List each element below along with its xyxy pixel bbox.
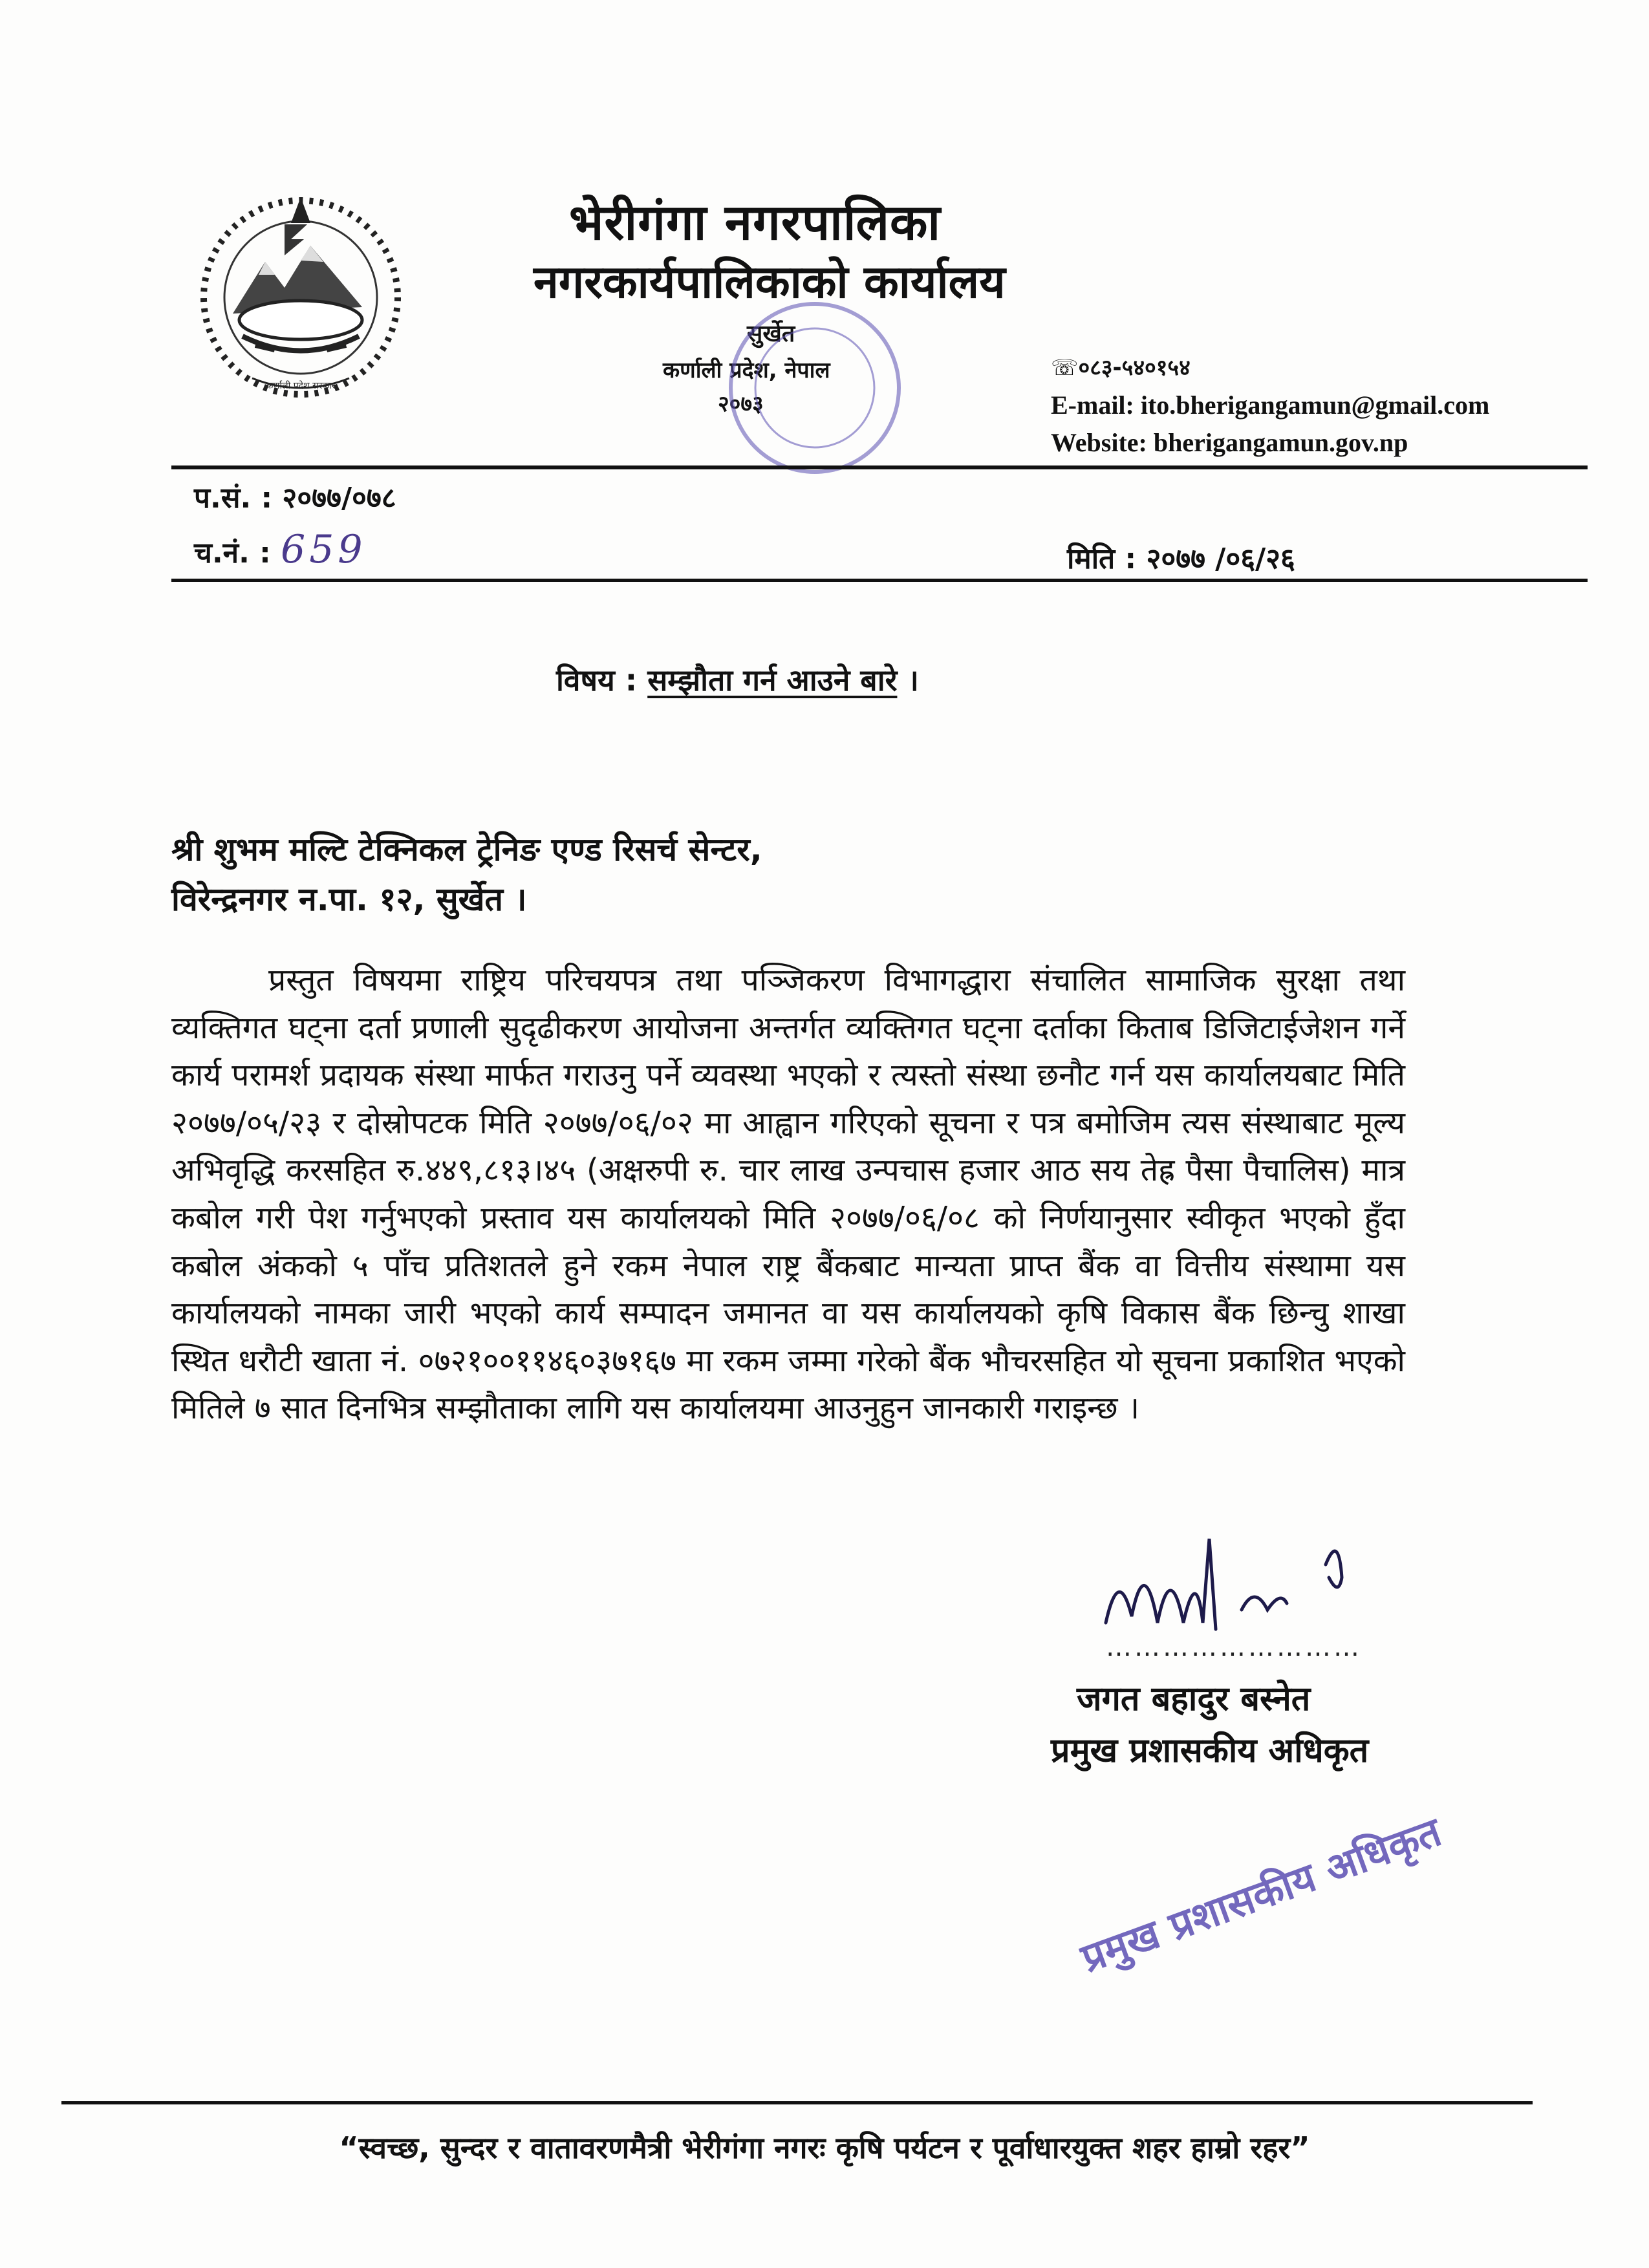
phone-number: ☏०८३-५४०१५४ [1051,355,1191,381]
addressee-line-1: श्री शुभम मल्टि टेक्निकल ट्रेनिङ एण्ड रिसर्च सेन्टर, [171,831,762,868]
designation-stamp: प्रमुख प्रशासकीय अधिकृत [1075,1808,1447,1982]
cn-value-handwritten: 659 [281,527,367,572]
org-name: भेरीगंगा नगरपालिका [569,193,942,251]
date-value: २०७७ /०६/२६ [1146,542,1295,575]
location-city: सुर्खेत [747,321,795,347]
signer-name: जगत बहादुर बस्नेत [1077,1680,1311,1718]
signer-title: प्रमुख प्रशासकीय अधिकृत [1051,1731,1369,1770]
footer-slogan: “स्वच्छ, सुन्दर र वातावरणमैत्री भेरीगंगा नगरः कृषि पर्यटन र पूर्वाधारयुक्त शहर हाम्रो रहर” [339,2130,1310,2165]
footer-rule [61,2101,1533,2104]
header-rule-bottom [171,579,1588,582]
date-label: मिति : [1067,542,1137,575]
subject-line [556,659,919,700]
nepal-government-emblem [194,184,407,404]
ref-ps [194,477,396,516]
subject-label: विषय : [556,663,638,698]
body-paragraph-text: प्रस्तुत विषयमा राष्ट्रिय परिचयपत्र तथा पञ्जिकरण विभागद्धारा संचालित सामाजिक सुरक्षा तथा व्यक्तिगत घट्ना दर्ता प्रणाली सुदृढीकरण आयोजना अन्तर्गत व्यक्तिगत घट्ना दर्ताका किताब डिजिटाईजेशन गर्ने कार्य परामर्श प्रदायक संस्था मार्फत गराउनु पर्ने व्यवस्था भएको र त्यस्तो संस्था छनौट गर्न यस कार्यालयबाट मिति २०७७/०५/२३ र दोस्रोपटक मिति २०७७/०६/०२ मा आह्वान गरिएको सूचना र पत्र बमोजिम त्यस संस्थाबाट मूल्य अभिवृद्धि करसहित रु.४४९,८१३।४५ (अक्षरुपी रु. चार लाख उन्पचास हजार आठ सय तेह्र पैसा पैचालिस) मात्र कबोल गरी पेश गर्नुभएको प्रस्ताव यस कार्यालयको मिति २०७७/०६/०८ को निर्णयानुसार स्वीकृत भएको हुँदा कबोल अंकको ५ पाँच प्रतिशतले हुने रकम नेपाल राष्ट्र बैंकबाट मान्यता प्राप्त बैंक वा वित्तीय संस्थामा यस कार्यालयको नामका जारी भएको कार्य सम्पादन जमानत वा यस कार्यालयको कृषि विकास बैंक छिन्चु शाखा स्थित धरौटी खाता नं. ०७२१००११४६०३७१६७ मा रकम जम्मा गरेको बैंक भौचरसहित यो सूचना प्रकाशित भएको मितिले ७ सात दिनभित्र सम्झौताका लागि यस कार्यालयमा आउनुहुन जानकारी गराइन्छ । [171,962,1405,1427]
ref-cn [194,527,367,572]
header-rule-top [171,465,1588,469]
letter-body [171,957,1405,1433]
ps-value: २०७७/०७८ [282,482,396,515]
office-name: नगरकार्यपालिकाको कार्यालय [534,255,1006,308]
cn-label: च.नं. : [194,537,271,570]
letter-date [1067,538,1295,577]
body-paragraph [171,957,1405,1433]
ps-label: प.सं. : [194,482,273,515]
subject-text: सम्झौता गर्न आउने बारे [647,663,898,698]
signature-dots: ……………………… [1106,1632,1362,1662]
established-year: २०७३ [718,391,764,417]
location-province: कर्णाली प्रदेश, नेपाल [663,358,830,383]
email-address: E-mail: ito.bherigangamun@gmail.com [1051,390,1490,420]
addressee-line-2: विरेन्द्रनगर न.पा. १२, सुर्खेत । [171,881,527,918]
subject-end: । [907,663,919,698]
svg-text:कर्णाली प्रदेश सरकार: कर्णाली प्रदेश सरकार [266,381,336,391]
contact-block [1051,349,1489,462]
website-address: Website: bherigangamun.gov.np [1051,428,1408,457]
